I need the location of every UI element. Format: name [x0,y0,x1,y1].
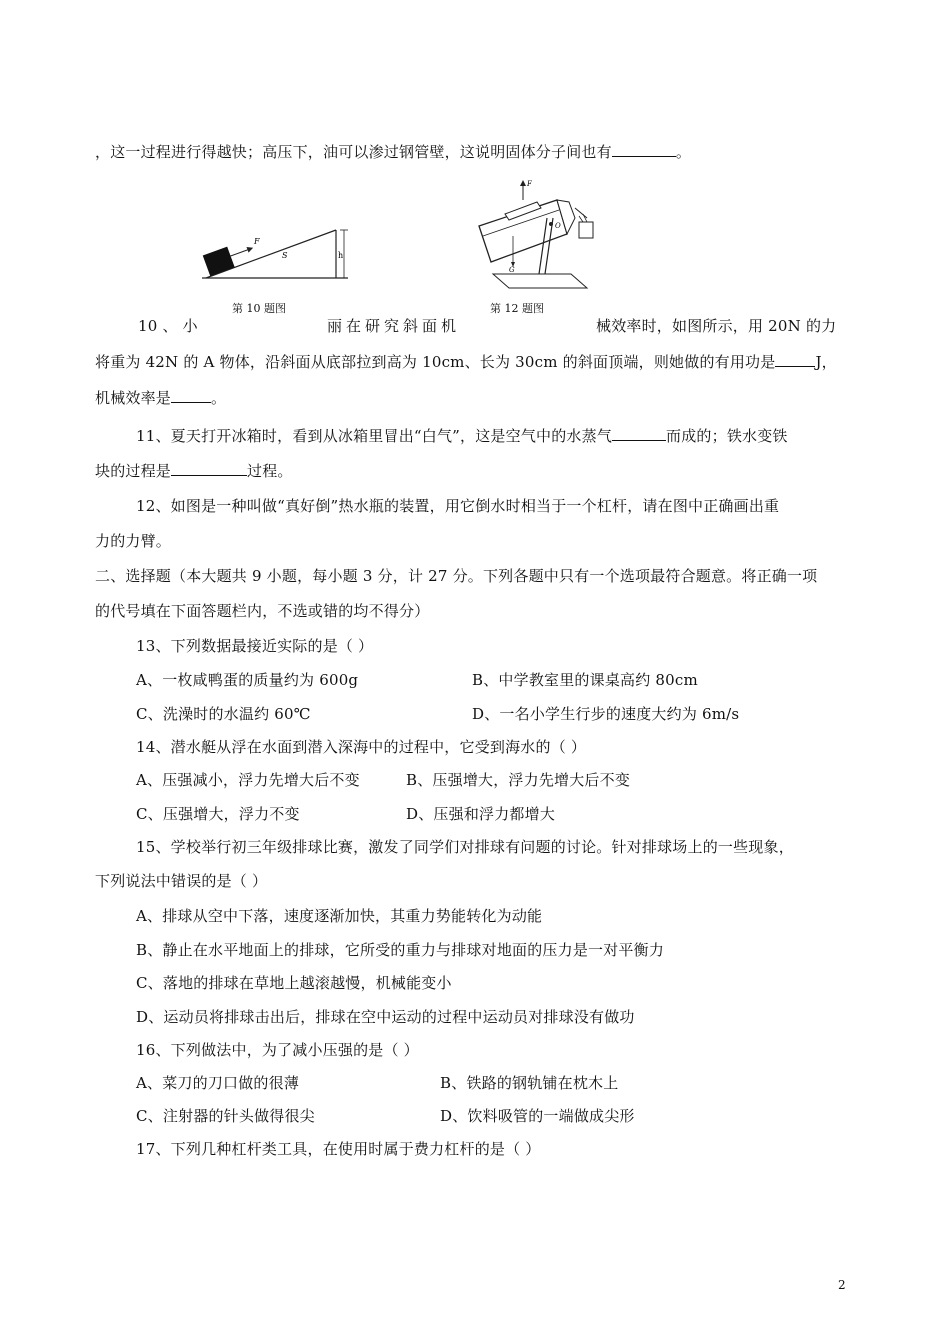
option-15-d: D、运动员将排球击出后，排球在空中运动的过程中运动员对排球没有做功 [136,1008,635,1026]
question-10-line-2: 将重为 42N 的 A 物体，沿斜面从底部拉到高为 10cm、长为 30cm 的斜面顶端，则她做的有用功是 J， [95,353,837,371]
force-label: F [527,180,532,188]
option-14-a: A、压强减小，浮力先增大后不变 [136,771,360,789]
option-13-a: A、一枚咸鸭蛋的质量约为 600g [136,671,359,689]
question-17: 17、下列几种杠杆类工具，在使用时属于费力杠杆的是（ ） [136,1140,541,1158]
option-16-b: B、铁路的钢轨铺在枕木上 [440,1074,619,1092]
figure-12-thermos [475,178,595,290]
question-14: 14、潜水艇从浮在水面到潜入深海中的过程中，它受到海水的（ ） [136,738,587,756]
option-13-b: B、中学教室里的课桌高约 80cm [472,671,698,689]
option-15-b: B、静止在水平地面上的排球，它所受的重力与排球对地面的压力是一对平衡力 [136,941,665,959]
section-2-heading: 二、选择题（本大题共 9 小题，每小题 3 分，计 27 分。下列各题中只有一个选项最符合题意。将正确一项 [95,567,818,585]
option-14-d: D、压强和浮力都增大 [406,805,556,823]
option-16-d: D、饮料吸管的一端做成尖形 [440,1107,635,1125]
slope-label: S [282,251,288,260]
page-number: 2 [838,1278,846,1292]
question-15-line-2: 下列说法中错误的是（ ） [95,872,268,890]
option-15-a: A、排球从空中下落，速度逐渐加快，其重力势能转化为动能 [136,907,543,925]
option-14-c: C、压强增大，浮力不变 [136,805,300,823]
option-16-a: A、菜刀的刀口做的很薄 [136,1074,300,1092]
option-13-c: C、洗澡时的水温约 60℃ [136,705,311,723]
question-12-line-1: 12、如图是一种叫做“真好倒”热水瓶的装置，用它倒水时相当于一个杠杆，请在图中正确画出重 [136,497,780,515]
gravity-label: G [509,266,515,274]
question-11-line-2: 块的过程是 过程。 [95,462,293,480]
answer-blank[interactable] [612,142,676,157]
question-10-line-1c: 械效率时，如图所示，用 20N 的力 [596,317,837,335]
question-16: 16、下列做法中，为了减小压强的是（ ） [136,1041,419,1059]
question-13: 13、下列数据最接近实际的是（ ） [136,637,374,655]
answer-blank[interactable] [775,352,815,367]
option-14-b: B、压强增大，浮力先增大后不变 [406,771,631,789]
height-label: h [338,251,344,260]
figure-10-incline [200,222,350,284]
option-13-d: D、一名小学生行步的速度大约为 6m/s [472,705,740,723]
answer-blank[interactable] [171,388,211,403]
answer-blank[interactable] [612,426,666,441]
question-11-line-1: 11、夏天打开冰箱时，看到从冰箱里冒出“白气”，这是空气中的水蒸气 而成的；铁水变铁 [136,427,788,445]
question-10-line-1: 10 、 小 [138,317,198,335]
option-16-c: C、注射器的针头做得很尖 [136,1107,315,1125]
force-label: F [254,237,260,246]
pivot-label: O [555,222,561,230]
question-10-line-1b: 丽在研究斜面机 [327,317,461,335]
question-12-line-2: 力的力臂。 [95,532,172,550]
answer-blank[interactable] [171,461,247,476]
question-10-line-3: 机械效率是 。 [95,389,227,407]
question-15-line-1: 15、学校举行初三年级排球比赛，激发了同学们对排球有问题的讨论。针对排球场上的一些现象， [136,838,794,856]
figure-12-caption: 第 12 题图 [490,302,544,315]
figure-10-caption: 第 10 题图 [232,302,286,315]
option-15-c: C、落地的排球在草地上越滚越慢，机械能变小 [136,974,452,992]
text-line: ，这一过程进行得越快；高压下，油可以渗过钢管壁，这说明固体分子间也有 。 [95,143,692,161]
section-2-heading-cont: 的代号填在下面答题栏内，不选或错的均不得分） [95,602,430,620]
